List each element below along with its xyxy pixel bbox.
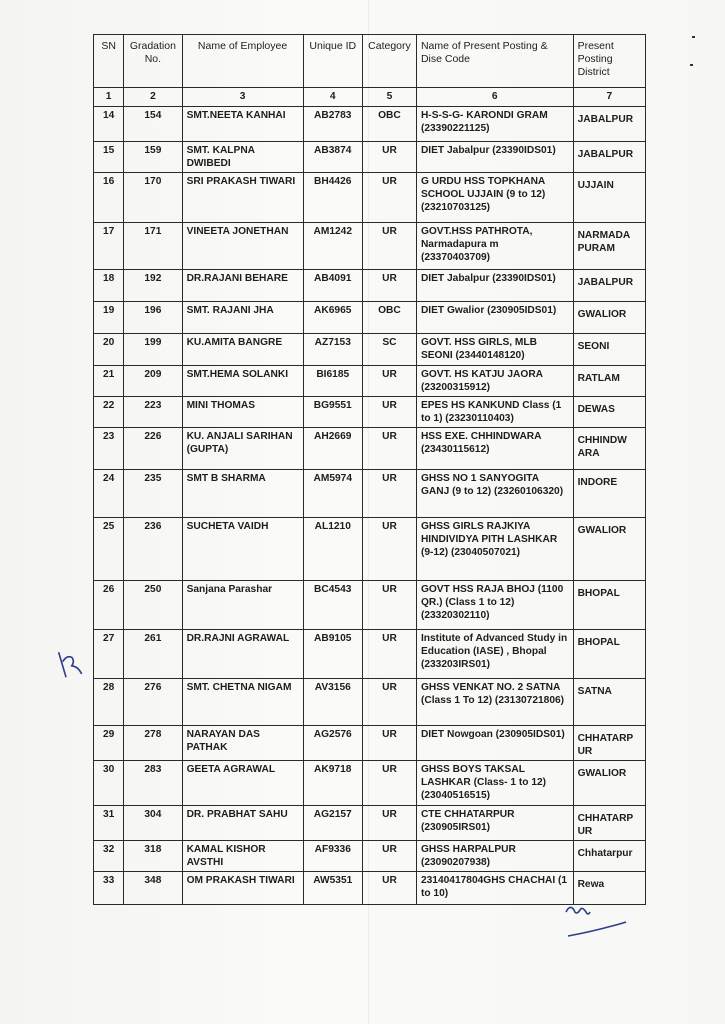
header-sn: SN <box>94 35 124 88</box>
cell-posting: EPES HS KANKUND Class (1 to 1) (23230110403) <box>416 397 573 428</box>
cell-posting: GOVT HSS RAJA BHOJ (1100 QR.) (Class 1 to 12) (23320302110) <box>416 581 573 630</box>
cell-gradation-no: 226 <box>124 428 182 470</box>
cell-unique-id: AG2576 <box>303 726 362 761</box>
handwritten-initial-mark <box>52 643 90 690</box>
cell-sn: 22 <box>94 397 124 428</box>
cell-employee-name: NARAYAN DAS PATHAK <box>182 726 303 761</box>
cell-category: UR <box>362 428 416 470</box>
employee-posting-table <box>93 34 646 905</box>
column-number: 1 <box>94 88 124 107</box>
column-number: 4 <box>303 88 362 107</box>
cell-gradation-no: 283 <box>124 761 182 806</box>
cell-category: UR <box>362 806 416 841</box>
cell-employee-name: SRI PRAKASH TIWARI <box>182 173 303 223</box>
cell-posting: CTE CHHATARPUR (230905IRS01) <box>416 806 573 841</box>
cell-district: CHHATARP UR <box>573 806 645 841</box>
cell-district: Chhatarpur <box>573 841 645 872</box>
cell-gradation-no: 261 <box>124 630 182 679</box>
table-row <box>94 470 646 518</box>
header-posting-district: Present Posting District <box>573 35 645 88</box>
cell-category: UR <box>362 841 416 872</box>
cell-district: SEONI <box>573 334 645 366</box>
cell-unique-id: BH4426 <box>303 173 362 223</box>
cell-district: BHOPAL <box>573 630 645 679</box>
cell-category: UR <box>362 581 416 630</box>
table-row <box>94 107 646 142</box>
table-row <box>94 581 646 630</box>
table-row <box>94 302 646 334</box>
column-number-row <box>94 88 646 107</box>
cell-district: NARMADA PURAM <box>573 223 645 270</box>
cell-gradation-no: 196 <box>124 302 182 334</box>
cell-posting: GOVT.HSS PATHROTA, Narmadapura m (23370403709) <box>416 223 573 270</box>
cell-employee-name: SMT. KALPNA DWIBEDI <box>182 142 303 173</box>
table-row <box>94 397 646 428</box>
cell-unique-id: AB4091 <box>303 270 362 302</box>
cell-sn: 14 <box>94 107 124 142</box>
column-number: 7 <box>573 88 645 107</box>
cell-posting: G URDU HSS TOPKHANA SCHOOL UJJAIN (9 to 12) (23210703125) <box>416 173 573 223</box>
cell-unique-id: AV3156 <box>303 679 362 726</box>
cell-sn: 19 <box>94 302 124 334</box>
cell-unique-id: AB3874 <box>303 142 362 173</box>
cell-sn: 15 <box>94 142 124 173</box>
cell-gradation-no: 192 <box>124 270 182 302</box>
cell-sn: 28 <box>94 679 124 726</box>
table-row <box>94 428 646 470</box>
cell-gradation-no: 278 <box>124 726 182 761</box>
cell-category: UR <box>362 270 416 302</box>
table-row <box>94 173 646 223</box>
cell-gradation-no: 348 <box>124 872 182 905</box>
cell-sn: 18 <box>94 270 124 302</box>
cell-posting: GOVT. HSS GIRLS, MLB SEONI (23440148120) <box>416 334 573 366</box>
table-row <box>94 726 646 761</box>
cell-category: UR <box>362 470 416 518</box>
cell-gradation-no: 199 <box>124 334 182 366</box>
cell-category: UR <box>362 366 416 397</box>
cell-district: UJJAIN <box>573 173 645 223</box>
header-category: Category <box>362 35 416 88</box>
cell-sn: 24 <box>94 470 124 518</box>
header-row <box>94 35 646 88</box>
cell-district: GWALIOR <box>573 518 645 581</box>
table-row <box>94 630 646 679</box>
cell-district: GWALIOR <box>573 761 645 806</box>
cell-sn: 29 <box>94 726 124 761</box>
cell-sn: 17 <box>94 223 124 270</box>
cell-posting: GHSS NO 1 SANYOGITA GANJ (9 to 12) (23260106320) <box>416 470 573 518</box>
handwritten-signature <box>560 898 640 948</box>
cell-unique-id: AW5351 <box>303 872 362 905</box>
header-gradation-no: Gradation No. <box>124 35 182 88</box>
cell-gradation-no: 250 <box>124 581 182 630</box>
cell-sn: 21 <box>94 366 124 397</box>
cell-gradation-no: 318 <box>124 841 182 872</box>
table-row <box>94 761 646 806</box>
cell-employee-name: SMT. CHETNA NIGAM <box>182 679 303 726</box>
cell-category: UR <box>362 630 416 679</box>
cell-employee-name: KU.AMITA BANGRE <box>182 334 303 366</box>
cell-unique-id: BC4543 <box>303 581 362 630</box>
cell-unique-id: BG9551 <box>303 397 362 428</box>
table-row <box>94 366 646 397</box>
cell-employee-name: DR.RAJNI AGRAWAL <box>182 630 303 679</box>
scan-speck <box>692 36 695 38</box>
cell-posting: HSS EXE. CHHINDWARA (23430115612) <box>416 428 573 470</box>
cell-gradation-no: 235 <box>124 470 182 518</box>
table-row <box>94 518 646 581</box>
cell-gradation-no: 159 <box>124 142 182 173</box>
cell-category: OBC <box>362 107 416 142</box>
cell-unique-id: AK9718 <box>303 761 362 806</box>
cell-gradation-no: 171 <box>124 223 182 270</box>
header-unique-id: Unique ID <box>303 35 362 88</box>
cell-posting: GOVT. HS KATJU JAORA (23200315912) <box>416 366 573 397</box>
table-row <box>94 806 646 841</box>
column-number: 3 <box>182 88 303 107</box>
cell-district: INDORE <box>573 470 645 518</box>
cell-posting: GHSS BOYS TAKSAL LASHKAR (Class- 1 to 12) (23040516515) <box>416 761 573 806</box>
cell-sn: 30 <box>94 761 124 806</box>
cell-district: JABALPUR <box>573 142 645 173</box>
cell-gradation-no: 276 <box>124 679 182 726</box>
cell-sn: 27 <box>94 630 124 679</box>
cell-category: UR <box>362 397 416 428</box>
cell-employee-name: SMT B SHARMA <box>182 470 303 518</box>
cell-posting: DIET Nowgoan (230905IDS01) <box>416 726 573 761</box>
cell-category: UR <box>362 518 416 581</box>
cell-employee-name: KAMAL KISHOR AVSTHI <box>182 841 303 872</box>
employee-table-container <box>93 34 646 905</box>
cell-gradation-no: 154 <box>124 107 182 142</box>
cell-unique-id: AK6965 <box>303 302 362 334</box>
cell-employee-name: KU. ANJALI SARIHAN (GUPTA) <box>182 428 303 470</box>
table-row <box>94 223 646 270</box>
cell-employee-name: SMT.NEETA KANHAI <box>182 107 303 142</box>
column-number: 5 <box>362 88 416 107</box>
cell-employee-name: SMT. RAJANI JHA <box>182 302 303 334</box>
cell-sn: 32 <box>94 841 124 872</box>
cell-posting: DIET Jabalpur (23390IDS01) <box>416 270 573 302</box>
cell-gradation-no: 223 <box>124 397 182 428</box>
table-row <box>94 142 646 173</box>
header-present-posting: Name of Present Posting & Dise Code <box>416 35 573 88</box>
cell-unique-id: AB2783 <box>303 107 362 142</box>
cell-posting: DIET Gwalior (230905IDS01) <box>416 302 573 334</box>
cell-posting: GHSS VENKAT NO. 2 SATNA (Class 1 To 12) (23130721806) <box>416 679 573 726</box>
cell-district: CHHINDW ARA <box>573 428 645 470</box>
cell-district: JABALPUR <box>573 270 645 302</box>
cell-sn: 23 <box>94 428 124 470</box>
cell-district: GWALIOR <box>573 302 645 334</box>
cell-employee-name: VINEETA JONETHAN <box>182 223 303 270</box>
column-number: 6 <box>416 88 573 107</box>
cell-gradation-no: 236 <box>124 518 182 581</box>
cell-unique-id: AL1210 <box>303 518 362 581</box>
cell-district: Rewa <box>573 872 645 905</box>
cell-category: UR <box>362 726 416 761</box>
cell-category: UR <box>362 173 416 223</box>
cell-employee-name: Sanjana Parashar <box>182 581 303 630</box>
header-employee-name: Name of Employee <box>182 35 303 88</box>
cell-unique-id: AM5974 <box>303 470 362 518</box>
cell-unique-id: AB9105 <box>303 630 362 679</box>
cell-category: UR <box>362 872 416 905</box>
cell-gradation-no: 209 <box>124 366 182 397</box>
cell-sn: 26 <box>94 581 124 630</box>
cell-unique-id: AZ7153 <box>303 334 362 366</box>
cell-posting: GHSS HARPALPUR (23090207938) <box>416 841 573 872</box>
cell-district: RATLAM <box>573 366 645 397</box>
cell-employee-name: OM PRAKASH TIWARI <box>182 872 303 905</box>
handwritten-mark-drawing <box>52 643 89 684</box>
cell-sn: 20 <box>94 334 124 366</box>
cell-unique-id: AG2157 <box>303 806 362 841</box>
cell-category: SC <box>362 334 416 366</box>
cell-posting: H-S-S-G- KARONDI GRAM (23390221125) <box>416 107 573 142</box>
column-number: 2 <box>124 88 182 107</box>
cell-unique-id: AH2669 <box>303 428 362 470</box>
table-row <box>94 270 646 302</box>
cell-category: UR <box>362 142 416 173</box>
cell-district: CHHATARP UR <box>573 726 645 761</box>
cell-unique-id: BI6185 <box>303 366 362 397</box>
cell-category: UR <box>362 679 416 726</box>
cell-category: UR <box>362 761 416 806</box>
cell-posting: Institute of Advanced Study in Education (IASE) , Bhopal (233203IRS01) <box>416 630 573 679</box>
cell-employee-name: MINI THOMAS <box>182 397 303 428</box>
cell-sn: 33 <box>94 872 124 905</box>
cell-employee-name: DR.RAJANI BEHARE <box>182 270 303 302</box>
cell-posting: 23140417804GHS CHACHAI (1 to 10) <box>416 872 573 905</box>
cell-employee-name: DR. PRABHAT SAHU <box>182 806 303 841</box>
cell-unique-id: AM1242 <box>303 223 362 270</box>
cell-gradation-no: 304 <box>124 806 182 841</box>
cell-sn: 16 <box>94 173 124 223</box>
cell-district: JABALPUR <box>573 107 645 142</box>
cell-unique-id: AF9336 <box>303 841 362 872</box>
cell-posting: GHSS GIRLS RAJKIYA HINDIVIDYA PITH LASHKAR (9-12) (23040507021) <box>416 518 573 581</box>
cell-employee-name: GEETA AGRAWAL <box>182 761 303 806</box>
cell-district: SATNA <box>573 679 645 726</box>
table-row <box>94 679 646 726</box>
cell-category: UR <box>362 223 416 270</box>
cell-posting: DIET Jabalpur (23390IDS01) <box>416 142 573 173</box>
cell-district: BHOPAL <box>573 581 645 630</box>
cell-sn: 25 <box>94 518 124 581</box>
table-row <box>94 841 646 872</box>
cell-employee-name: SUCHETA VAIDH <box>182 518 303 581</box>
cell-gradation-no: 170 <box>124 173 182 223</box>
cell-category: OBC <box>362 302 416 334</box>
cell-district: DEWAS <box>573 397 645 428</box>
cell-sn: 31 <box>94 806 124 841</box>
scan-speck <box>690 64 693 66</box>
cell-employee-name: SMT.HEMA SOLANKI <box>182 366 303 397</box>
table-row <box>94 334 646 366</box>
